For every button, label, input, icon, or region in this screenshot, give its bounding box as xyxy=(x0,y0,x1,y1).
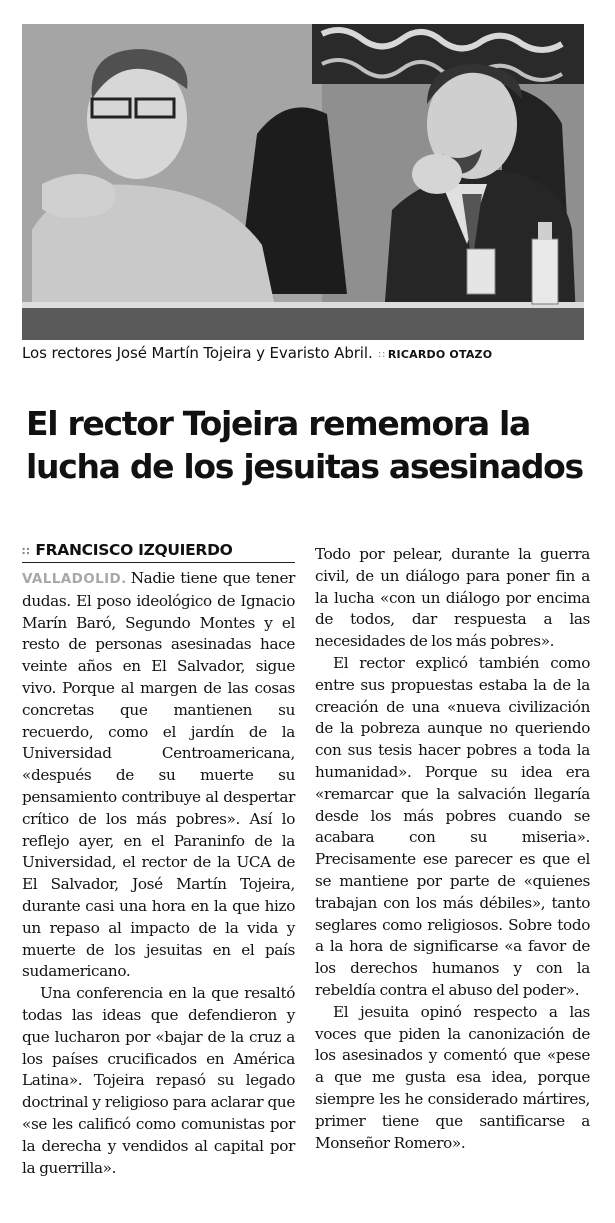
paragraph-1 xyxy=(22,568,295,983)
headline-line-2: lucha de los jesuitas asesinados xyxy=(26,447,583,486)
paragraph-4: El rector explicó también como entre sus propuestas estaba la de la creación de una «nueva civilización de la pobreza aunque no queriendo con sus tesis hacer pobres a toda la humanidad». Porque su idea era «remarcar que la salvación llegaría desde los más pobres cuando se acabara con su miseria». Precisamente ese parecer es que el se mantiene por parte de «quienes trabajan con los más débiles», tanto seglares como religiosos. Sobre todo a la hora de significarse «a favor de los derechos humanos y con la rebeldía contra el abuso del poder». xyxy=(315,653,590,999)
paragraph-1-text: Nadie tiene que tener dudas. El poso ideológico de Ignacio Marín Baró, Segundo Montes y el resto de personas asesinadas hace veinte años en El Salvador, sigue vivo. Porque al margen de las cosas concretas que mantienen su recuerdo, como el jardín de la Universidad Centroamericana, «después de su muerte su pensamiento contribuye al despertar crítico de los más pobres». Así lo reflejo ayer, en el Paraninfo de la Universidad, el rector de la UCA de El Salvador, José Martín Tojeira, durante casi una hora en la que hizo un repaso al impacto de la vida y muerte de los jesuitas en el país sudamericano. xyxy=(22,569,295,981)
article-column-right xyxy=(315,544,590,1154)
paragraph-2: Una conferencia en la que resaltó todas las ideas que defendieron y que lucharon por «bajar de la cruz a los países crucificados en América Latina». Tojeira repasó su legado doctrinal y religioso para aclarar que «se les calificó como comunistas por la derecha y vendidos al capital por la guerrilla». xyxy=(22,984,295,1177)
caption-text: Los rectores José Martín Tojeira y Evaristo Abril. xyxy=(22,344,373,362)
headline xyxy=(26,402,601,488)
byline xyxy=(22,541,295,563)
paragraph-3: Todo por pelear, durante la guerra civil, de un diálogo para poner fin a la lucha «con un diálogo por encima de todos, dar respuesta a las necesidades de los más pobres». xyxy=(315,545,590,651)
dateline: VALLADOLID. xyxy=(22,571,127,587)
byline-marker-icon: ∷ xyxy=(22,545,30,558)
photo-caption xyxy=(22,344,592,362)
paragraph-5: El jesuita opinó respecto a las voces que piden la canonización de los asesinados y comentó que «pese a que me gusta esa idea, porque siempre les he considerado mártires, primer tiene que santificarse a Monseñor Romero». xyxy=(315,1002,590,1152)
photo-credit: RICARDO OTAZO xyxy=(387,348,493,361)
article-photo xyxy=(22,24,584,340)
photo-icon xyxy=(22,24,584,340)
article-column-left xyxy=(22,568,295,1179)
caption-separator-icon: ∷ xyxy=(378,350,385,361)
author-name: FRANCISCO IZQUIERDO xyxy=(35,541,233,559)
headline-line-1: El rector Tojeira rememora la xyxy=(26,404,530,443)
